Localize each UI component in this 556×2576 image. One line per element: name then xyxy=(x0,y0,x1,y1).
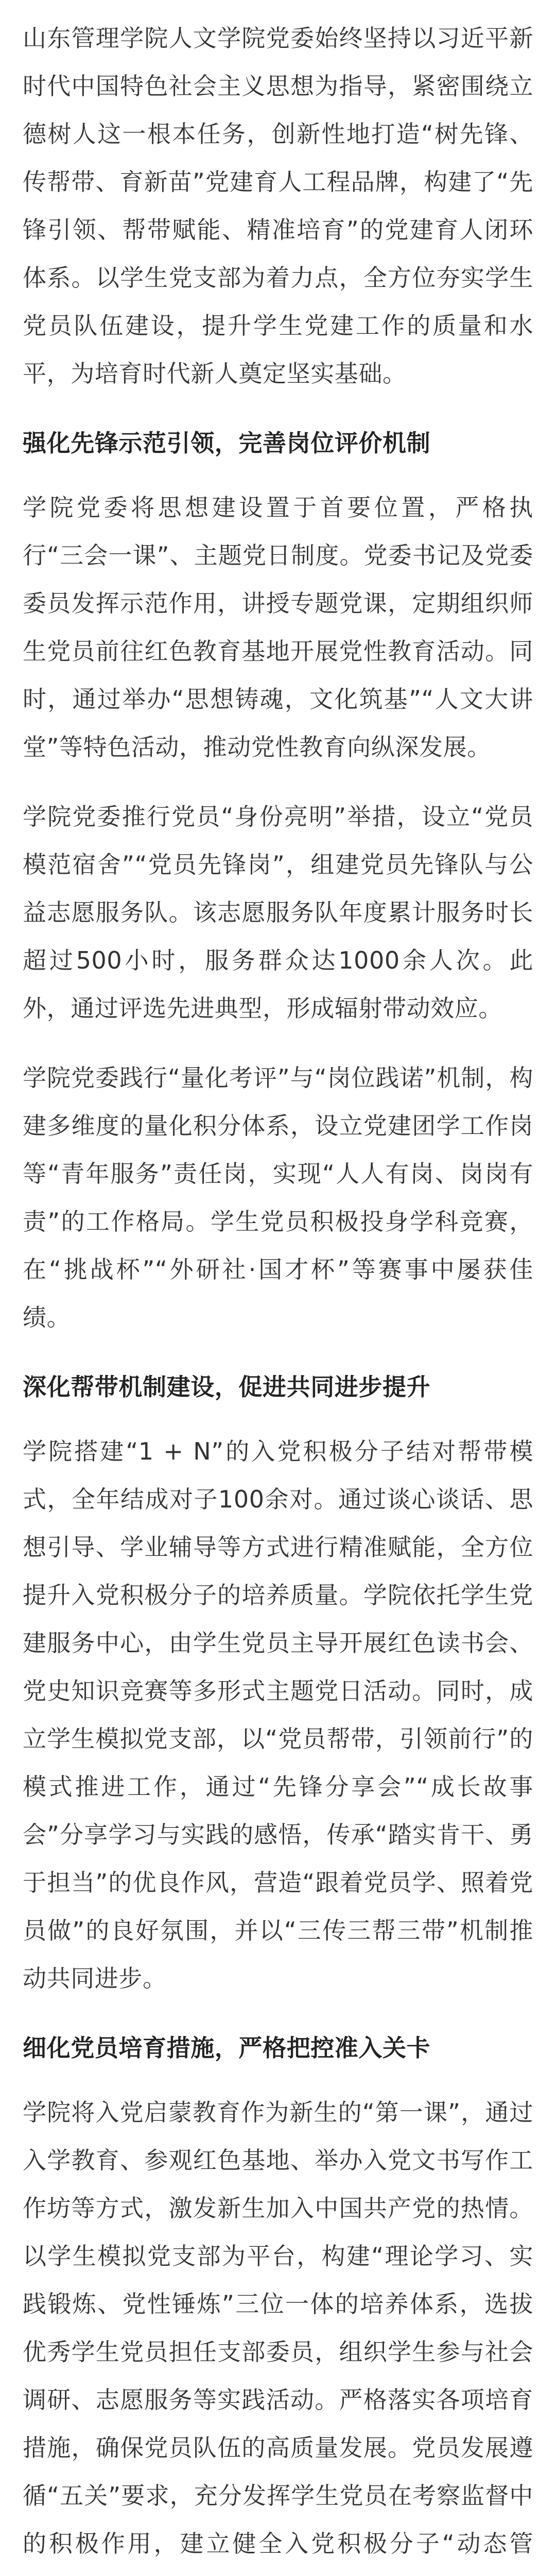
section-1-paragraph-3: 学院党委践行“量化考评”与“岗位践诺”机制，构建多维度的量化积分体系，设立党建团学工作岗等“青年服务”责任岗，实现“人人有岗、岗岗有责”的工作格局。学生党员积极投身学科竞赛，在“挑战杯”“外研社·国才杯”等赛事中屡获佳绩。 xyxy=(23,1064,533,1331)
section-1-paragraph-1: 学院党委将思想建设置于首要位置，严格执行“三会一课”、主题党日制度。党委书记及党委委员发挥示范作用，讲授专题党课，定期组织师生党员前往红色教育基地开展党性教育活动。同时，通过举办“思想铸魂，文化筑基”“人文大讲堂”等特色活动，推动党性教育向纵深发展。 xyxy=(23,494,533,761)
section-heading-1: 强化先锋示范引领，完善岗位评价机制 xyxy=(23,429,431,457)
section-1-paragraph-2: 学院党委推行党员“身份亮明”举措，设立“党员模范宿舍”“党员先锋岗”，组建党员先锋队与公益志愿服务队。该志愿服务队年度累计服务时长超过500小时，服务群众达1000余人次。此外，通过评选先进典型，形成辐射带动效应。 xyxy=(23,803,533,1022)
section-heading-2: 深化帮带机制建设，促进共同进步提升 xyxy=(23,1373,431,1401)
section-heading-3: 细化党员培育措施，严格把控准入关卡 xyxy=(23,2034,431,2062)
section-3-paragraph-1: 学院将入党启蒙教育作为新生的“第一课”，通过入学教育、参观红色基地、举办入党文书写作工作坊等方式，激发新生加入中国共产党的热情。以学生模拟党支部为平台，构建“理论学习、实践锻炼、党性锤炼”三位一体的培养体系，选拔优秀学生党员担任支部委员，组织学生参与社会调研、志愿服务等实践活动。严格落实各项培育措施，确保党员队伍的高质量发展。党员发展遵循“五关”要求，充分发挥学生党员在考察监督中的积极作用，建立健全入党积极分子“动态管 xyxy=(23,2098,533,2557)
section-2-paragraph-1: 学院搭建“1 + N”的入党积极分子结对帮带模式，全年结成对子100余对。通过谈心谈话、思想引导、学业辅导等方式进行精准赋能，全方位提升入党积极分子的培养质量。学院依托学生党建服务中心，由学生党员主导开展红色读书会、党史知识竞赛等多形式主题党日活动。同时，成立学生模拟党支部，以“党员帮带，引领前行”的模式推进工作，通过“先锋分享会”“成长故事会”分享学习与实践的感悟，传承“踏实肯干、勇于担当”的优良作风，营造“跟着党员学、照着党员做”的良好氛围，并以“三传三帮三带”机制推动共同进步。 xyxy=(23,1437,533,1992)
intro-paragraph: 山东管理学院人文学院党委始终坚持以习近平新时代中国特色社会主义思想为指导，紧密围绕立德树人这一根本任务，创新性地打造“树先锋、传帮带、育新苗”党建育人工程品牌，构建了“先锋引领、帮带赋能、精准培育”的党建育人闭环体系。以学生党支部为着力点，全方位夯实学生党员队伍建设，提升学生党建工作的质量和水平，为培育时代新人奠定坚实基础。 xyxy=(23,24,533,387)
